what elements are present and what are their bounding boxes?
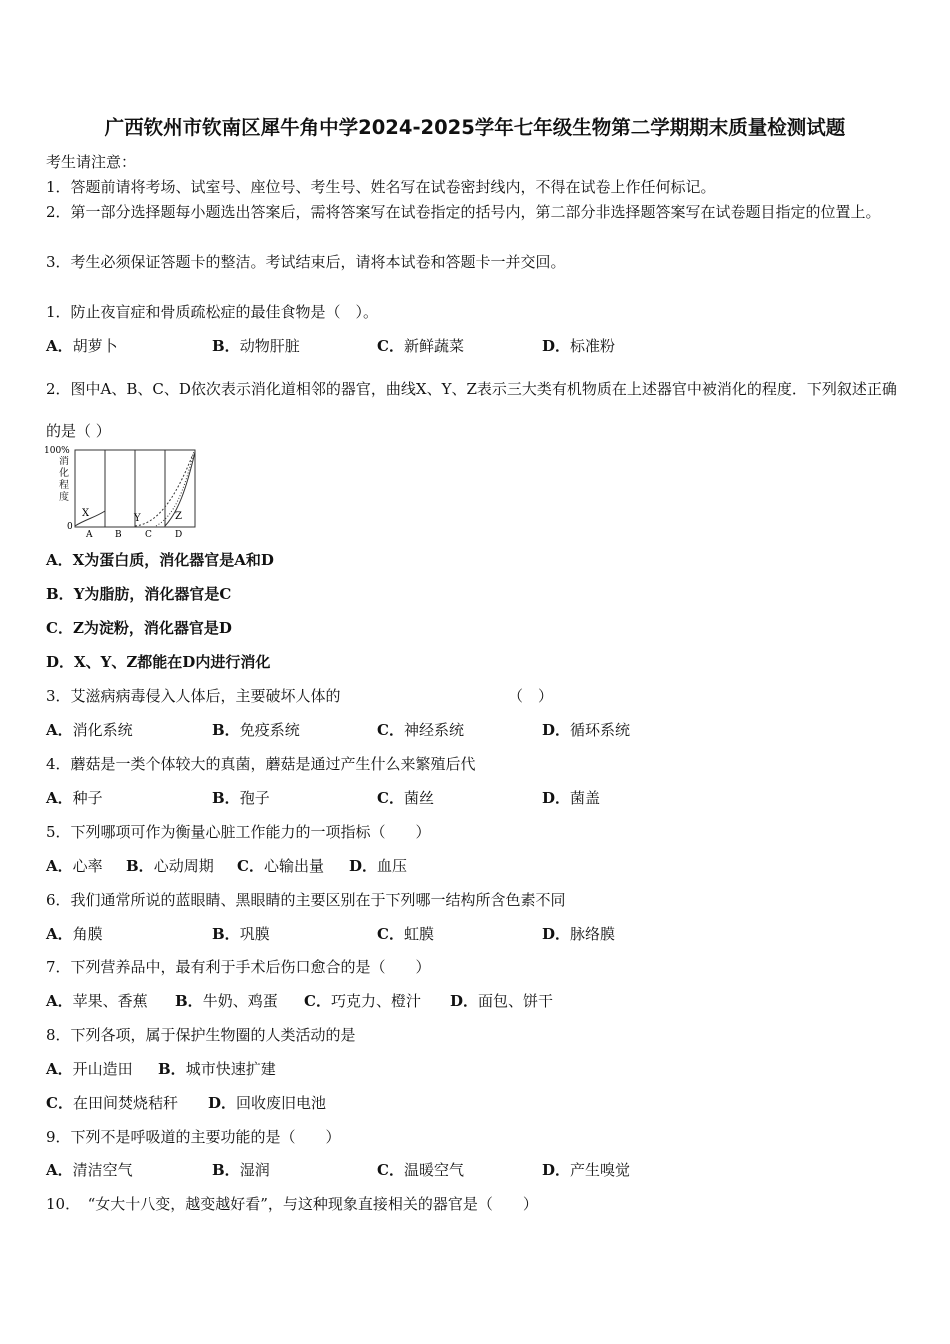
organ-label-d: D [175, 530, 183, 540]
q1-option-d [542, 336, 615, 356]
q5-option-c [237, 856, 324, 876]
q5-option-a [46, 856, 103, 876]
option-text: 心动周期 [153, 857, 214, 875]
question-6-stem: 6．我们通常所说的蓝眼睛、黑眼睛的主要区别在于下列哪一结构所含色素不同 [46, 891, 566, 909]
option-letter: D． [542, 925, 571, 943]
option-text: 温暖空气 [403, 1161, 464, 1179]
y-axis-max-label: 100% [44, 446, 70, 456]
option-letter: D． [542, 337, 571, 355]
question-10-stem: 10． “女大十八变，越变越好看”，与这种现象直接相关的器官是（ ） [46, 1195, 538, 1213]
option-text: 免疫系统 [239, 721, 300, 739]
option-text: 动物肝脏 [239, 337, 300, 355]
question-3-blank: （ ） [508, 687, 554, 705]
q2-option-a [46, 550, 274, 570]
q4-option-c [377, 788, 434, 808]
option-letter: C． [46, 1094, 73, 1112]
option-letter: A． [46, 551, 73, 569]
question-5-stem: 5．下列哪项可作为衡量心脏工作能力的一项指标（ ） [46, 823, 431, 841]
option-letter: B． [212, 925, 240, 943]
option-text: 虹膜 [403, 925, 434, 943]
q7-option-b [175, 991, 278, 1011]
option-text: 消化系统 [72, 721, 133, 739]
q7-option-d [450, 991, 553, 1011]
option-text: 苹果、香蕉 [72, 992, 148, 1010]
q2-option-c [46, 618, 232, 638]
option-letter: D． [542, 1161, 571, 1179]
q9-option-a [46, 1160, 133, 1180]
option-letter: D． [450, 992, 479, 1010]
curve-label-y: Y [134, 513, 141, 524]
organ-label-b: B [115, 530, 122, 540]
option-text: 心输出量 [263, 857, 324, 875]
option-letter: C． [377, 1161, 404, 1179]
question-7-stem: 7．下列营养品中，最有利于手术后伤口愈合的是（ ） [46, 958, 431, 976]
option-letter: A． [46, 337, 73, 355]
y-axis-label-box [59, 456, 73, 516]
option-letter: A． [46, 857, 73, 875]
option-text: 心率 [72, 857, 103, 875]
q2-option-b [46, 584, 231, 604]
option-text: 牛奶、鸡蛋 [202, 992, 278, 1010]
option-text: 在田间焚烧秸秆 [72, 1094, 178, 1112]
option-text: 湿润 [239, 1161, 270, 1179]
option-text: X、Y、Z都能在D内进行消化 [74, 653, 271, 671]
q2-option-d [46, 652, 270, 672]
curve-label-z: Z [175, 511, 182, 522]
q1-option-b [212, 336, 300, 356]
digestion-curve-figure [44, 440, 204, 540]
option-text: 城市快速扩建 [185, 1060, 276, 1078]
option-text: 脉络膜 [570, 925, 616, 943]
option-text: 产生嗅觉 [570, 1161, 631, 1179]
option-letter: B． [158, 1060, 186, 1078]
option-text: 标准粉 [570, 337, 616, 355]
option-letter: B． [212, 1161, 240, 1179]
q9-option-b [212, 1160, 270, 1180]
q9-option-d [542, 1160, 630, 1180]
q4-option-b [212, 788, 270, 808]
option-letter: C． [377, 721, 404, 739]
q3-option-b [212, 720, 300, 740]
option-text: 新鲜蔬菜 [403, 337, 464, 355]
option-text: 回收废旧电池 [236, 1094, 327, 1112]
q3-option-a [46, 720, 133, 740]
option-text: 种子 [72, 789, 103, 807]
option-letter: B． [212, 721, 240, 739]
option-text: 循环系统 [570, 721, 631, 739]
curve-x [75, 511, 105, 526]
option-text: 神经系统 [403, 721, 464, 739]
q6-option-c [377, 924, 434, 944]
option-letter: A． [46, 992, 73, 1010]
q3-option-d [542, 720, 630, 740]
option-text: 孢子 [239, 789, 270, 807]
option-letter: A． [46, 1161, 73, 1179]
question-1-stem: 1．防止夜盲症和骨质疏松症的最佳食物是（ ）。 [46, 303, 379, 321]
y-axis-zero-label: 0 [67, 522, 73, 532]
option-letter: B． [212, 337, 240, 355]
question-9-stem: 9．下列不是呼吸道的主要功能的是（ ） [46, 1128, 341, 1146]
option-letter: C． [304, 992, 331, 1010]
q6-option-d [542, 924, 615, 944]
option-letter: D． [349, 857, 378, 875]
q7-option-c [304, 991, 421, 1011]
q4-option-d [542, 788, 600, 808]
option-letter: C． [237, 857, 264, 875]
organ-label-a: A [86, 530, 93, 540]
q5-option-d [349, 856, 407, 876]
notice-item: 2．第一部分选择题每小题选出答案后，需将答案写在试卷指定的括号内，第二部分非选择题答案写在试卷题目指定的位置上。 [46, 203, 881, 221]
option-text: 菌丝 [403, 789, 434, 807]
q1-option-c [377, 336, 464, 356]
y-axis-label: 消化程度 [59, 456, 69, 503]
option-text: 清洁空气 [72, 1161, 133, 1179]
question-2-stem: 2．图中A、B、C、D依次表示消化道相邻的器官，曲线X、Y、Z表示三大类有机物质在上述器官中被消化的程度．下列叙述正确的是（ ） [46, 380, 897, 440]
option-letter: C． [377, 925, 404, 943]
option-text: 面包、饼干 [478, 992, 554, 1010]
question-3-stem: 3．艾滋病病毒侵入人体后，主要破坏人体的 [46, 687, 341, 705]
q7-option-a [46, 991, 148, 1011]
organ-label-c: C [145, 530, 152, 540]
option-text: 菌盖 [570, 789, 601, 807]
q6-option-a [46, 924, 103, 944]
question-8-stem: 8．下列各项，属于保护生物圈的人类活动的是 [46, 1026, 356, 1044]
option-letter: C． [377, 337, 404, 355]
option-text: 巧克力、橙汁 [330, 992, 421, 1010]
option-text: 开山造田 [72, 1060, 133, 1078]
q8-option-d [208, 1093, 326, 1113]
page-title: 广西钦州市钦南区犀牛角中学2024-2025学年七年级生物第二学期期末质量检测试题 [104, 116, 846, 139]
notice-item: 1．答题前请将考场、试室号、座位号、考生号、姓名写在试卷密封线内，不得在试卷上作任何标记。 [46, 178, 716, 196]
option-letter: D． [208, 1094, 237, 1112]
option-letter: A． [46, 925, 73, 943]
notice-item: 3．考生必须保证答题卡的整洁。考试结束后，请将本试卷和答题卡一并交回。 [46, 253, 566, 271]
option-letter: B． [175, 992, 203, 1010]
option-letter: D． [542, 721, 571, 739]
option-text: 巩膜 [239, 925, 270, 943]
q8-option-c [46, 1093, 178, 1113]
option-text: 角膜 [72, 925, 103, 943]
option-letter: A． [46, 789, 73, 807]
q9-option-c [377, 1160, 464, 1180]
option-letter: C． [377, 789, 404, 807]
option-letter: A． [46, 1060, 73, 1078]
question-4-stem: 4．蘑菇是一类个体较大的真菌，蘑菇是通过产生什么来繁殖后代 [46, 755, 476, 773]
option-letter: A． [46, 721, 73, 739]
notice-heading: 考生请注意： [46, 153, 137, 171]
q1-option-a [46, 336, 118, 356]
option-letter: B． [212, 789, 240, 807]
option-letter: B． [46, 585, 74, 603]
option-text: 胡萝卜 [72, 337, 118, 355]
option-text: X为蛋白质，消化器官是A和D [72, 551, 274, 569]
q6-option-b [212, 924, 270, 944]
q3-option-c [377, 720, 464, 740]
q4-option-a [46, 788, 103, 808]
option-text: 血压 [377, 857, 408, 875]
option-letter: D． [46, 653, 75, 671]
q8-option-b [158, 1059, 276, 1079]
option-letter: D． [542, 789, 571, 807]
curve-label-x: X [82, 508, 90, 519]
q5-option-b [126, 856, 214, 876]
option-text: Y为脂肪，消化器官是C [73, 585, 232, 603]
option-text: Z为淀粉，消化器官是D [72, 619, 232, 637]
q8-option-a [46, 1059, 133, 1079]
option-letter: C． [46, 619, 73, 637]
option-letter: B． [126, 857, 154, 875]
